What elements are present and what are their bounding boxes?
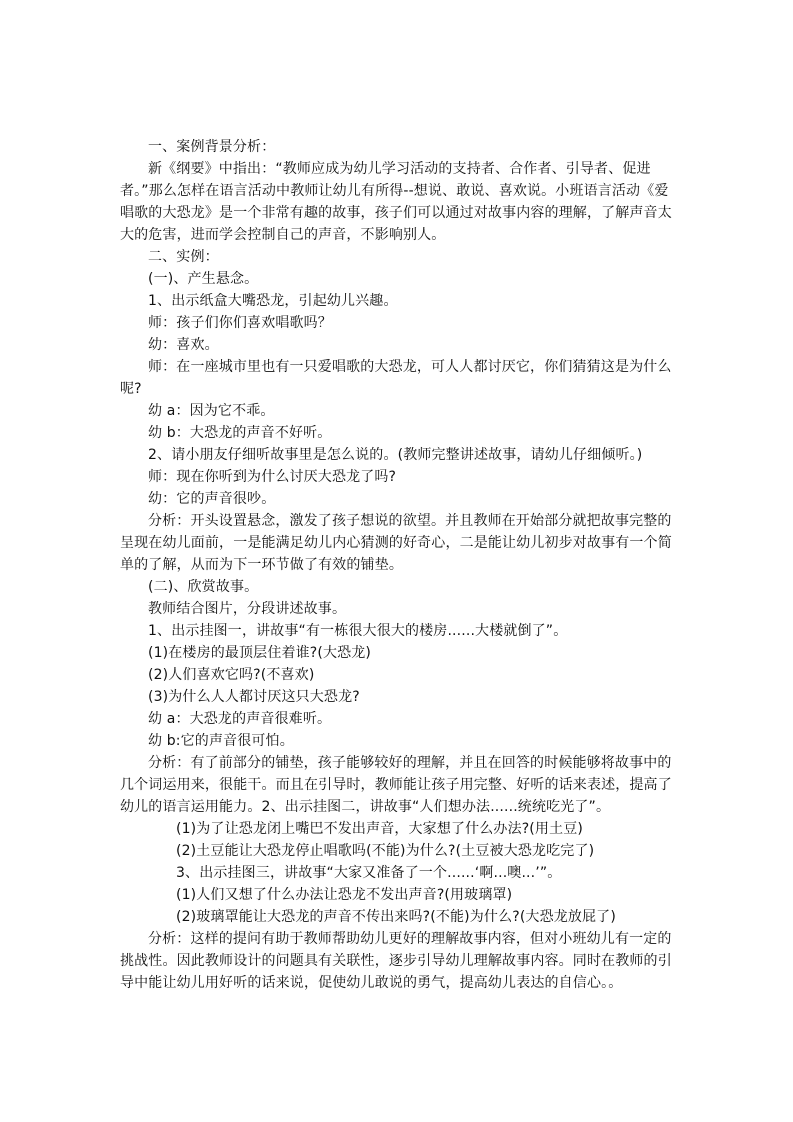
subsection-heading-suspense: (一)、产生悬念。 [148,271,259,287]
step-wallchart-three: 3、出示挂图三，讲故事“大家又准备了一个......‘啊...噢...’”。 [176,865,562,881]
question-line: (3)为什么人人都讨厌这只大恐龙? [148,689,360,705]
analysis-paragraph: 分析：开头设置悬念，激发了孩子想说的欲望。并且教师在开始部分就把故事完整的呈现在幼儿面前，一是能满足幼儿内心猜测的好奇心，二是能让幼儿初步对故事有一个简单的了解，从而为下一环节做了有效的铺垫。 [120,513,672,573]
dialogue-line: 幼 b：大恐龙的声音不好听。 [148,425,332,441]
dialogue-line: 师：在一座城市里也有一只爱唱歌的大恐龙，可人人都讨厌它，你们猜猜这是为什么呢? [120,359,672,397]
dialogue-line: 幼 b:它的声音很可怕。 [148,733,294,749]
dialogue-line: 幼：它的声音很吵。 [148,491,276,507]
question-line: (1)人们又想了什么办法让恐龙不发出声音?(用玻璃罩) [176,887,513,903]
analysis-paragraph: 分析：有了前部分的铺垫，孩子能够较好的理解，并且在回答的时候能够将故事中的几个词运用来，很能干。而且在引导时，教师能让孩子用完整、好听的话来表述，提高了幼儿的语言运用能力。2、出示挂图二，讲故事“人们想办法......统统吃光了”。 [120,755,672,815]
step-show-dinosaur: 1、出示纸盒大嘴恐龙，引起幼儿兴趣。 [148,293,398,309]
section-heading-background: 一、案例背景分析： [148,139,276,155]
question-line: (2)人们喜欢它吗?(不喜欢) [148,667,315,683]
dialogue-line: 幼 a：因为它不乖。 [148,403,275,419]
step-wallchart-one: 1、出示挂图一，讲故事“有一栋很大很大的楼房......大楼就倒了”。 [148,623,568,639]
subsection-heading-appreciate: (二)、欣赏故事。 [148,579,259,595]
question-line: (2)土豆能让大恐龙停止唱歌吗(不能)为什么?(土豆被大恐龙吃完了) [176,843,595,859]
dialogue-line: 幼：喜欢。 [148,337,219,353]
question-line: (1)为了让恐龙闭上嘴巴不发出声音，大家想了什么办法?(用土豆) [176,821,583,837]
paragraph-guideline-quote: 新《纲要》中指出：“教师应成为幼儿学习活动的支持者、合作者、引导者、促进者。”那么怎样在语言活动中教师让幼儿有所得--想说、敢说、喜欢说。小班语言活动《爱唱歌的大恐龙》是一个非常有趣的故事，孩子们可以通过对故事内容的理解，了解声音太大的危害，进而学会控制自己的声音，不影响别人。 [120,161,672,243]
dialogue-line: 师：现在你听到为什么讨厌大恐龙了吗? [148,469,397,485]
dialogue-line: 幼 a：大恐龙的声音很难听。 [148,711,332,727]
question-line: (2)玻璃罩能让大恐龙的声音不传出来吗?(不能)为什么?(大恐龙放屁了) [176,909,616,925]
question-line: (1)在楼房的最顶层住着谁?(大恐龙) [148,645,372,661]
document-body [120,136,682,994]
analysis-paragraph: 分析：这样的提问有助于教师帮助幼儿更好的理解故事内容，但对小班幼儿有一定的挑战性。因此教师设计的问题具有关联性，逐步引导幼儿理解故事内容。同时在教师的引导中能让幼儿用好听的话来说，促使幼儿敢说的勇气，提高幼儿表达的自信心。。 [120,931,672,991]
section-heading-example: 二、实例： [148,249,219,265]
step-listen-story: 2、请小朋友仔细听故事里是怎么说的。(教师完整讲述故事，请幼儿仔细倾听。) [148,447,643,463]
dialogue-line: 师：孩子们你们喜欢唱歌吗？ [148,315,332,331]
paragraph-line: 教师结合图片，分段讲述故事。 [148,601,347,617]
